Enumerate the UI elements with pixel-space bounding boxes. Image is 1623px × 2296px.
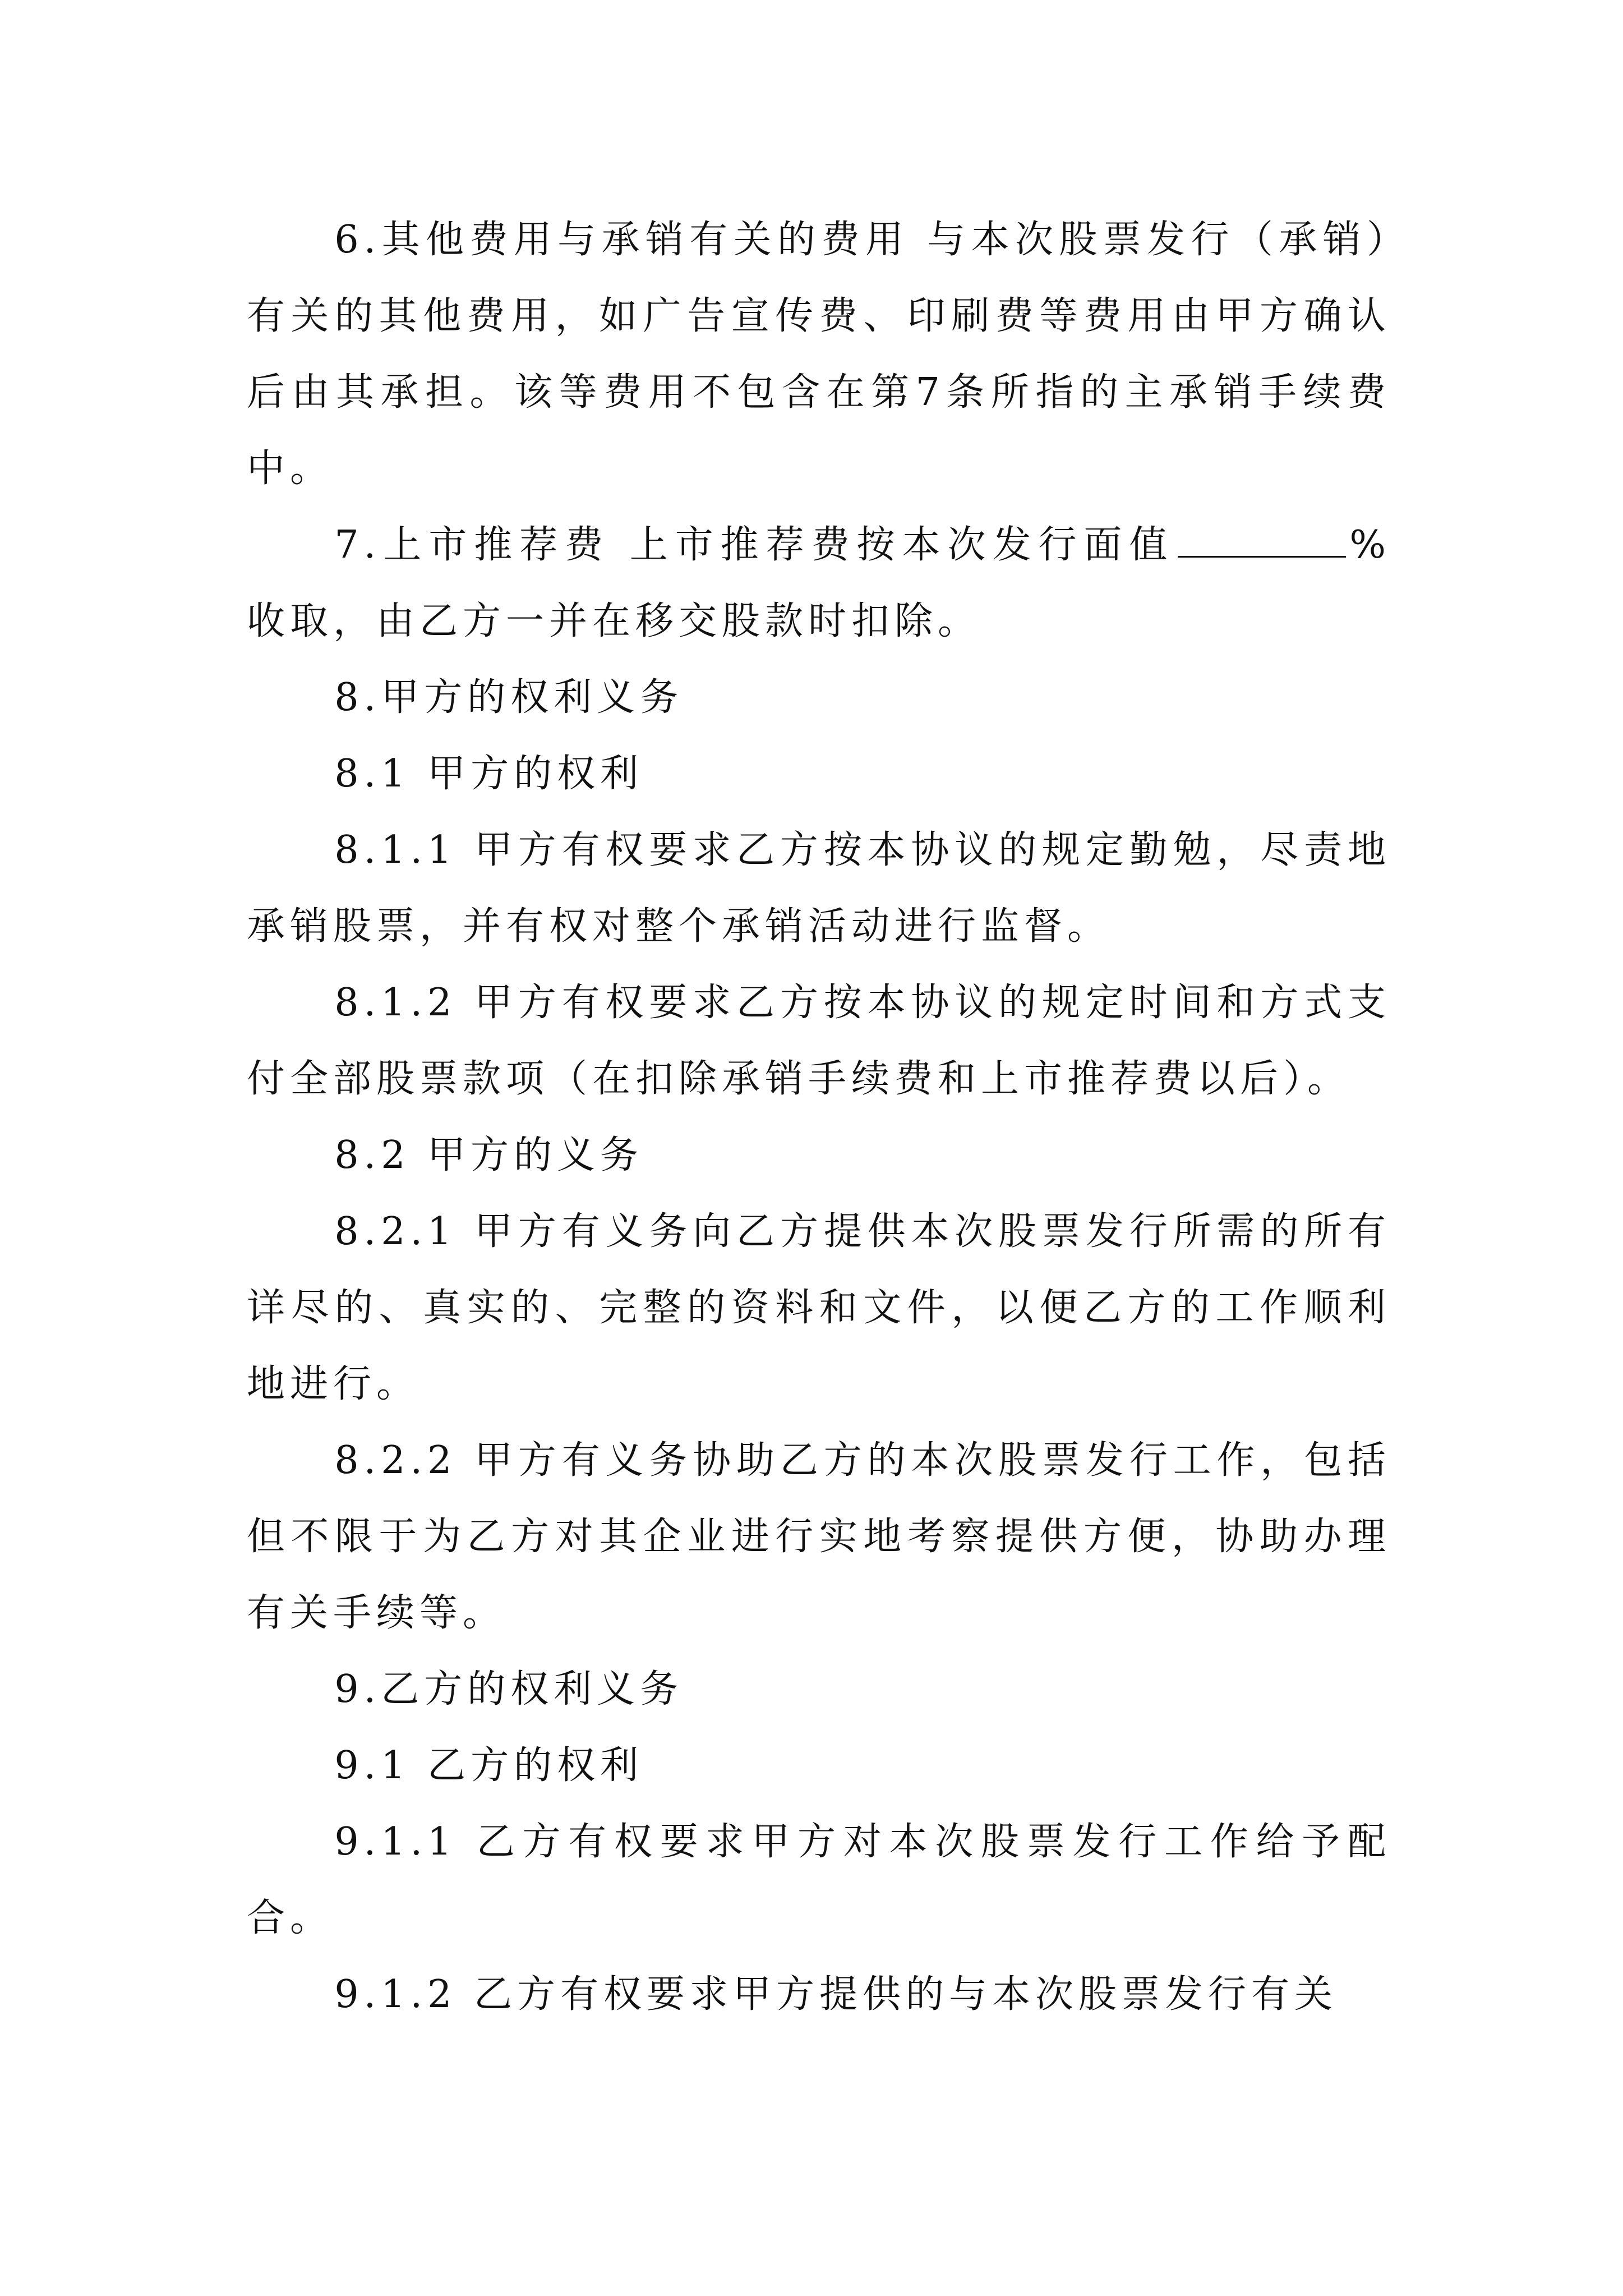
clause-9-1-heading: 9.1 乙方的权利 <box>334 1743 644 1788</box>
clause-7-text-before: 7.上市推荐费 上市推荐费按本次发行面值 <box>334 523 1175 567</box>
clause-8-2-2: 8.2.2 甲方有义务协助乙方的本次股票发行工作，包括但不限于为乙方对其企业进行实地考察提供方便，协助办理有关手续等。 <box>247 1438 1391 1635</box>
clause-9-heading: 9.乙方的权利义务 <box>334 1667 684 1711</box>
clause-8-2-heading: 8.2 甲方的义务 <box>334 1133 644 1177</box>
clause-9-1-2: 9.1.2 乙方有权要求甲方提供的与本次股票发行有关 <box>334 1972 1338 2017</box>
clause-7-text-after: %收取，由乙方一并在移交股款时扣除。 <box>247 523 1391 643</box>
clause-8-heading: 8.甲方的权利义务 <box>334 675 684 720</box>
document-body <box>247 202 1391 2033</box>
clause-8-1-heading: 8.1 甲方的权利 <box>334 752 644 796</box>
clause-6-other-fees: 6.其他费用与承销有关的费用 与本次股票发行（承销）有关的其他费用，如广告宣传费、印刷费等费用由甲方确认后由其承担。该等费用不包含在第7条所指的主承销手续费中。 <box>247 218 1391 491</box>
clause-9-1-1: 9.1.1 乙方有权要求甲方对本次股票发行工作给予配合。 <box>247 1820 1391 1940</box>
clause-7-listing-fee <box>247 507 1391 660</box>
clause-8-1-1: 8.1.1 甲方有权要求乙方按本协议的规定勤勉，尽责地承销股票，并有权对整个承销活动进行监督。 <box>247 828 1391 949</box>
clause-8-1-2: 8.1.2 甲方有权要求乙方按本协议的规定时间和方式支付全部股票款项（在扣除承销手续费和上市推荐费以后）。 <box>247 981 1391 1101</box>
fill-in-blank-percentage <box>1178 524 1346 558</box>
clause-8-2-1: 8.2.1 甲方有义务向乙方提供本次股票发行所需的所有详尽的、真实的、完整的资料和文件，以便乙方的工作顺利地进行。 <box>247 1209 1391 1406</box>
